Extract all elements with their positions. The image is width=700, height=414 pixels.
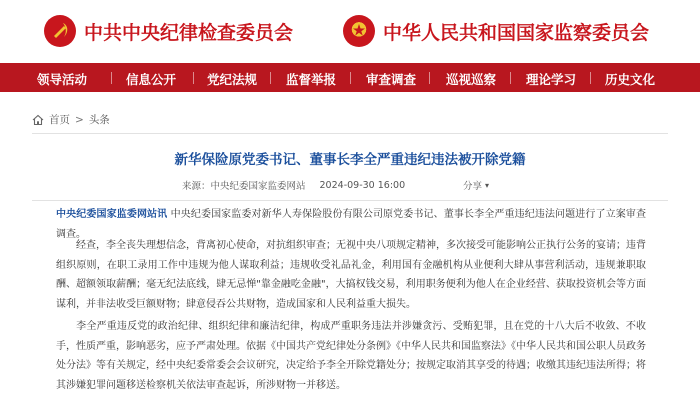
share-label: 分享	[463, 181, 483, 192]
article-source: 来源：中央纪委国家监委网站	[182, 181, 306, 192]
nav-separator	[193, 72, 194, 84]
breadcrumb-current[interactable]: 头条	[88, 114, 110, 126]
chevron-down-icon: ▾	[485, 180, 490, 190]
nav-separator	[590, 72, 591, 84]
ccdi-name: 中共中央纪律检查委员会	[84, 21, 294, 44]
breadcrumb-divider	[32, 133, 668, 134]
breadcrumb-home[interactable]: 首页	[49, 114, 70, 126]
breadcrumb-separator: >	[75, 113, 84, 126]
nav-separator	[270, 72, 271, 84]
article-paragraph-1-text: 中央纪委国家监委对新华人寿保险股份有限公司原党委书记、董事长李全严重违纪违法问题进行了立案审查调查。	[56, 209, 646, 240]
article-paragraph-3-text: 李全严重违反党的政治纪律、组织纪律和廉洁纪律，构成严重职务违法并涉嫌贪污、受贿犯罪，且在党的十八大后不收敛、不收手，性质严重，影响恶劣，应予严肃处理。依据《中国共产党纪律处分条例》《中华人民共和国监察法》《中华人民共和国公职人员政务处分法》等有关规定，经中央纪委常委会会议研究，决定给予李全开除党籍处分；按规定取消其享受的待遇；收缴其违纪违法所得；将其涉嫌犯罪问题移送检察机关依法审查起诉，所涉财物一并移送。	[56, 321, 646, 391]
nav-separator	[350, 72, 351, 84]
national-emblem-icon	[343, 15, 375, 47]
article-title: 新华保险原党委书记、董事长李全严重违纪违法被开除党籍	[174, 152, 526, 168]
share-button[interactable]	[463, 178, 489, 192]
party-emblem-icon	[44, 15, 76, 47]
nav-separator	[510, 72, 511, 84]
breadcrumb	[32, 112, 110, 127]
nav-separator	[429, 72, 430, 84]
nav-item-regulations[interactable]: 党纪法规	[207, 72, 258, 87]
article-time: 2024-09-30 16:00	[319, 179, 406, 191]
main-nav	[0, 63, 700, 92]
article-paragraph-2	[56, 236, 646, 314]
nsc-name: 中华人民共和国国家监察委员会	[383, 21, 650, 44]
meta-divider	[32, 200, 668, 201]
nav-item-history[interactable]: 历史文化	[605, 72, 656, 87]
article-paragraph-2-text: 经查，李全丧失理想信念，背离初心使命，对抗组织审查；无视中央八项规定精神，多次接受可能影响公正执行公务的宴请；违背组织原则，在职工录用工作中违规为他人谋取利益；违规收受礼品礼金，利用国有金融机构从业便利大肆从事营利活动，违规兼职取酬、超额领取薪酬；毫无纪法底线，肆无忌惮"靠金融吃金融"，大搞权钱交易，利用职务便利为他人在企业经营、获取投资机会等方面谋利，并非法收受巨额财物；肆意侵吞公共财物，造成国家和人民利益重大损失。	[56, 240, 646, 310]
site-header	[0, 0, 700, 63]
article-paragraph-3	[56, 317, 646, 395]
nav-item-inspection[interactable]: 巡视巡察	[446, 72, 497, 87]
article-lead: 中央纪委国家监委网站讯	[56, 209, 168, 220]
article-meta	[182, 178, 405, 192]
nav-separator	[111, 72, 112, 84]
nsc-brand[interactable]	[343, 6, 649, 56]
nav-item-report[interactable]: 监督举报	[286, 72, 337, 87]
home-icon[interactable]	[32, 114, 44, 126]
nav-item-info-disclosure[interactable]: 信息公开	[126, 72, 177, 87]
nav-item-leadership[interactable]: 领导活动	[37, 72, 88, 87]
nav-item-investigation[interactable]: 审查调查	[366, 72, 417, 87]
ccdi-brand[interactable]	[44, 6, 293, 56]
nav-item-theory[interactable]: 理论学习	[526, 72, 577, 87]
